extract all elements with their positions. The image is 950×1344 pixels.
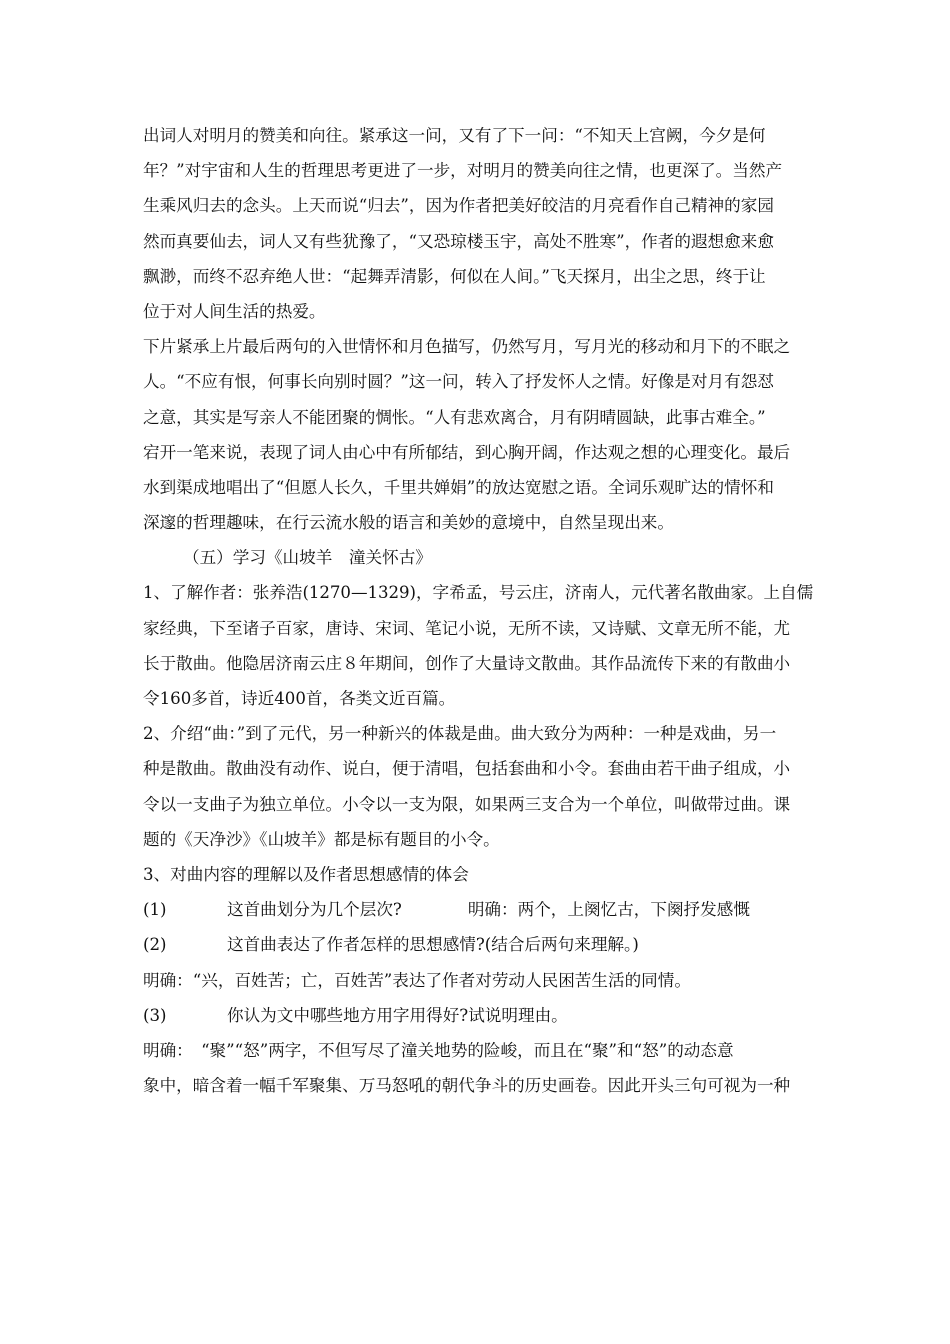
text-line: 宕开一笔来说，表现了词人由心中有所郁结，到心胸开阔，作达观之想的心理变化。最后 <box>143 442 791 462</box>
question-text: 这首曲划分为几个层次? <box>227 900 402 920</box>
text-line: 1、了解作者：张养浩(1270—1329)，字希孟，号云庄，济南人，元代著名散曲家。上自儒 <box>143 583 814 603</box>
question-1 <box>143 892 813 927</box>
text-line: 家经典，下至诸子百家，唐诗、宋词、笔记小说，无所不读，又诗赋、文章无所不能，尤 <box>143 618 791 638</box>
text-line: 之意，其实是写亲人不能团聚的惆怅。“人有悲欢离合，月有阴晴圆缺，此事古难全。” <box>143 407 766 427</box>
question-text: 你认为文中哪些地方用字用得好?试说明理由。 <box>227 1005 568 1025</box>
paragraph-author <box>143 575 813 716</box>
text-line: 人。“不应有恨，何事长向别时圆？”这一问，转入了抒发怀人之情。好像是对月有怨怼 <box>143 372 774 392</box>
text-line: 2、介绍“曲：”到了元代，另一种新兴的体裁是曲。曲大致分为两种：一种是戏曲，另一 <box>143 724 777 744</box>
text-line: 生乘风归去的念头。上天而说“归去”，因为作者把美好皎洁的月亮看作自己精神的家园 <box>143 196 774 216</box>
question-number: (1) <box>143 900 167 920</box>
question-row <box>143 998 813 1033</box>
text-line: 题的《天净沙》《山坡羊》都是标有题目的小令。 <box>143 829 500 849</box>
question-row <box>143 892 813 927</box>
text-line: 出词人对明月的赞美和向往。紧承这一问，又有了下一问：“不知天上宫阙，今夕是何 <box>143 126 766 145</box>
text-line: 3、对曲内容的理解以及作者思想感情的体会 <box>143 864 469 884</box>
question-number: (3) <box>143 1005 167 1025</box>
document-body <box>143 118 813 1103</box>
paragraph-qu-intro <box>143 716 813 857</box>
answer-line: 象中，暗含着一幅千军聚集、万马怒吼的朝代争斗的历史画卷。因此开头三句可视为一种 <box>143 1076 791 1096</box>
text-line: 深邃的哲理趣味，在行云流水般的语言和美妙的意境中，自然呈现出来。 <box>143 513 674 533</box>
text-line: 令以一支曲子为独立单位。小令以一支为限，如果两三支合为一个单位，叫做带过曲。课 <box>143 794 791 814</box>
text-line: 然而真要仙去，词人又有些犹豫了，“又恐琼楼玉宇，高处不胜寒”，作者的遐想愈来愈 <box>143 231 774 251</box>
text-line: 下片紧承上片最后两句的入世情怀和月色描写，仍然写月，写月光的移动和月下的不眠之 <box>143 337 791 357</box>
text-line: 令160多首，诗近400首，各类文近百篇。 <box>143 689 456 708</box>
answer-text: 明确：两个，上阕忆古，下阕抒发感慨 <box>467 900 750 920</box>
section-heading <box>143 540 813 575</box>
paragraph-understanding <box>143 857 813 892</box>
question-number: (2) <box>143 935 167 955</box>
answer-line: 明确： “聚”“怒”两字，不但写尽了潼关地势的险峻，而且在“聚”和“怒”的动态意 <box>143 1040 734 1060</box>
text-line: 水到渠成地唱出了“但愿人长久，千里共婵娟”的放达宽慰之语。全词乐观旷达的情怀和 <box>143 477 774 497</box>
question-row <box>143 927 813 962</box>
text-line: 位于对人间生活的热爱。 <box>143 301 326 321</box>
text-line: 种是散曲。散曲没有动作、说白，便于清唱，包括套曲和小令。套曲由若干曲子组成，小 <box>143 759 791 779</box>
text-line: 飘渺，而终不忍弃绝人世：“起舞弄清影，何似在人间。”飞天探月，出尘之思，终于让 <box>143 266 766 286</box>
question-3 <box>143 998 813 1104</box>
text-line: 年？”对宇宙和人生的哲理思考更进了一步，对明月的赞美向往之情，也更深了。当然产 <box>143 161 783 181</box>
paragraph-shuidiaogetou-upper <box>143 118 813 329</box>
section-title: （五）学习《山坡羊 潼关怀古》 <box>183 548 432 568</box>
question-text: 这首曲表达了作者怎样的思想感情?(结合后两句来理解。) <box>227 935 639 955</box>
paragraph-shuidiaogetou-lower <box>143 329 813 540</box>
question-2 <box>143 927 813 997</box>
text-line: 长于散曲。他隐居济南云庄８年期间，创作了大量诗文散曲。其作品流传下来的有散曲小 <box>143 653 791 673</box>
answer-line: 明确：“兴，百姓苦；亡，百姓苦”表达了作者对劳动人民困苦生活的同情。 <box>143 970 691 990</box>
